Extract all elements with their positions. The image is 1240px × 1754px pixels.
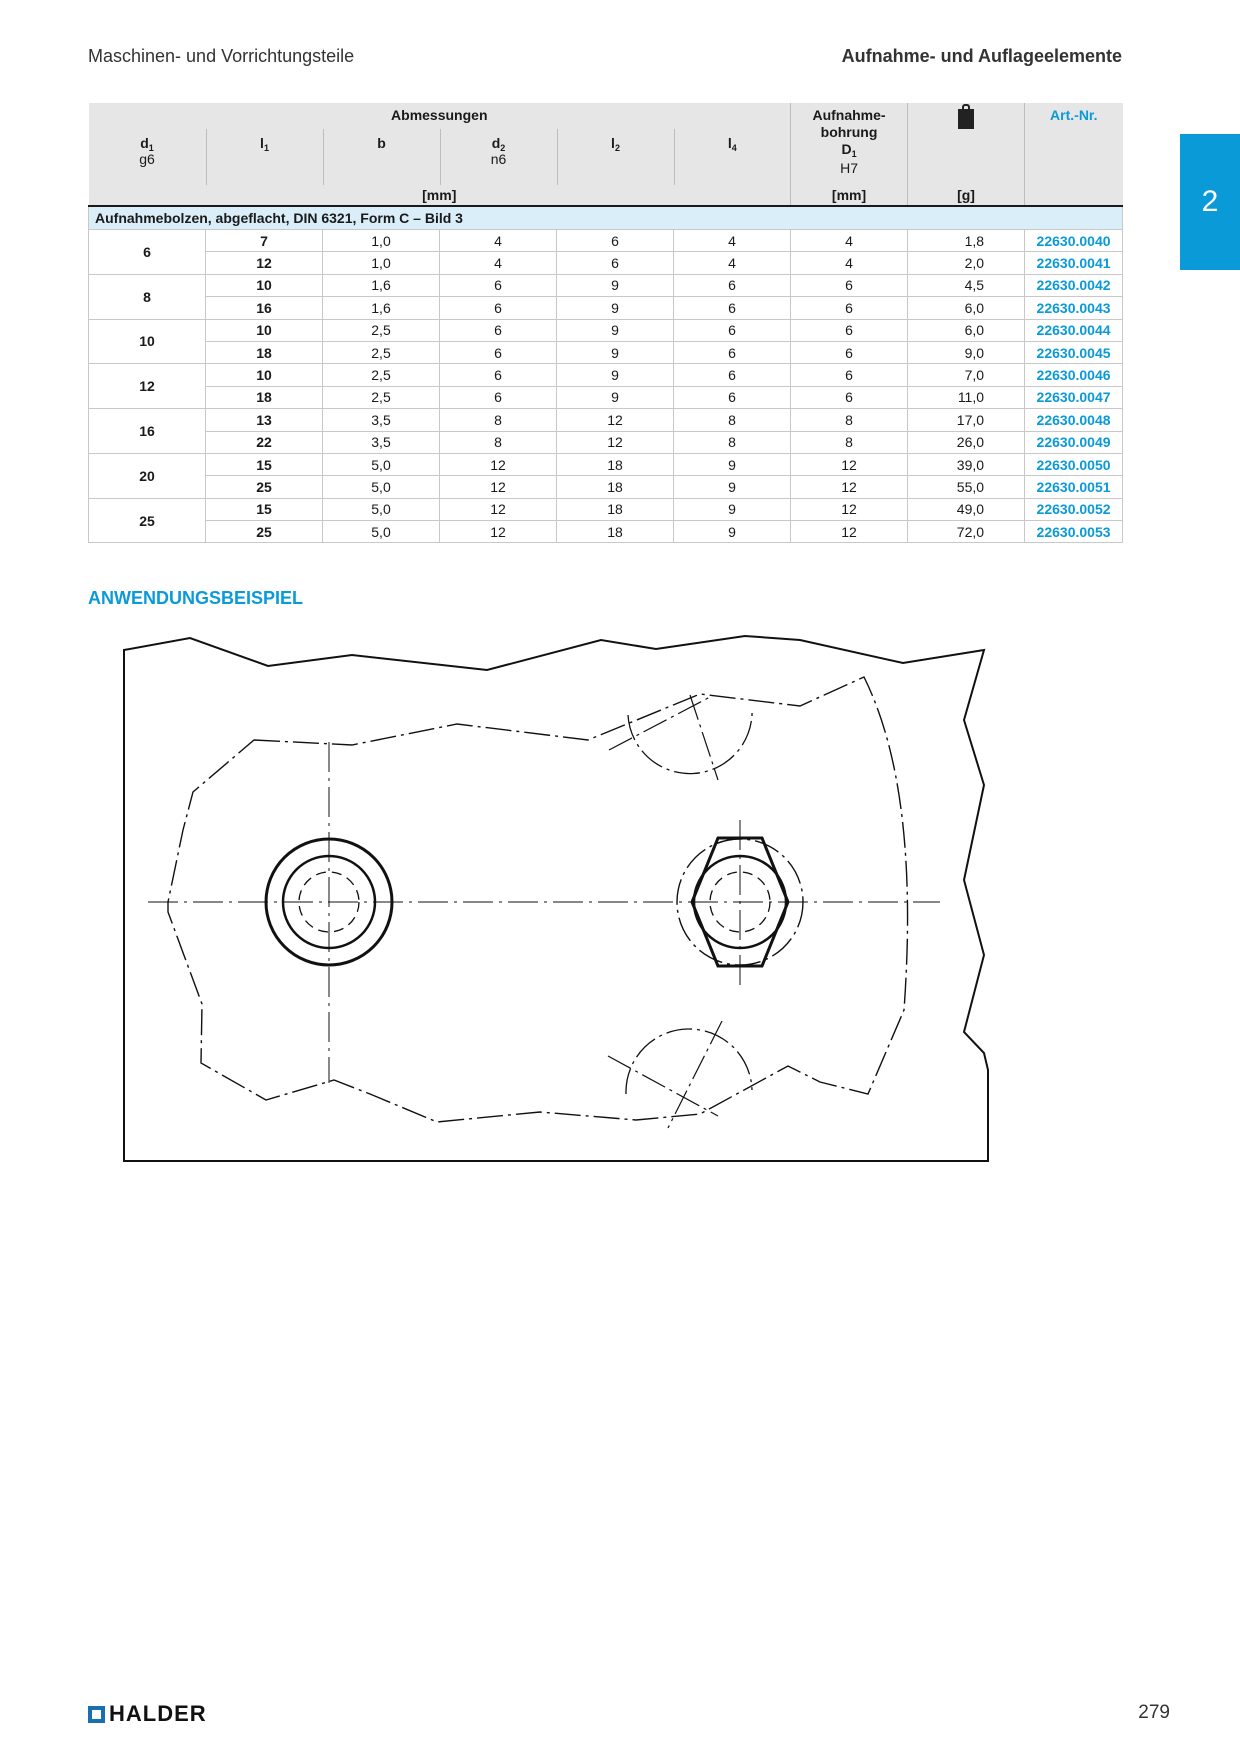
cell-l4: 6: [674, 386, 791, 408]
col-l2: $l_2$: [557, 129, 674, 185]
cell-l1: 10: [206, 364, 323, 386]
col-d2: $d_2$ n6: [440, 129, 557, 185]
table-row: [89, 274, 1123, 296]
cell-l4: 8: [674, 431, 791, 453]
cell-d1: 12: [791, 453, 908, 475]
chapter-tab[interactable]: 2: [1180, 134, 1240, 270]
cell-l4: 4: [674, 230, 791, 252]
bore-heading: Aufnahme- bohrung $D_1$ H7: [791, 103, 908, 185]
cell-d1: 12: [89, 364, 206, 409]
logo-text: HALDER: [109, 1701, 207, 1726]
cell-b: 2,5: [323, 364, 440, 386]
cell-d1: 12: [791, 476, 908, 498]
cell-l1: 7: [206, 230, 323, 252]
cell-g: 9,0: [908, 341, 1025, 363]
cell-art[interactable]: 22630.0047: [1025, 386, 1123, 408]
cell-l4: 4: [674, 252, 791, 274]
cell-l1: 10: [206, 319, 323, 341]
cell-d1: 8: [791, 431, 908, 453]
cell-b: 3,5: [323, 431, 440, 453]
bottom-clamp-line1: [608, 1056, 718, 1116]
col-d1: $d_1$ g6: [139, 135, 155, 167]
cell-l4: 8: [674, 409, 791, 431]
col-l4: $l_4$: [674, 129, 791, 185]
cell-d2: 6: [440, 297, 557, 319]
cell-g: 6,0: [908, 297, 1025, 319]
cell-l2: 9: [557, 274, 674, 296]
table-row: [89, 341, 1123, 363]
cell-art[interactable]: 22630.0044: [1025, 319, 1123, 341]
art-heading: Art.-Nr.: [1025, 103, 1123, 185]
cell-d1: 8: [89, 274, 206, 319]
bottom-clamp-line2: [668, 1021, 722, 1128]
top-clamp-line1: [609, 697, 710, 750]
cell-d1: 8: [791, 409, 908, 431]
cell-l1: 18: [206, 386, 323, 408]
cell-art[interactable]: 22630.0048: [1025, 409, 1123, 431]
fixture-outline: [168, 677, 908, 1122]
cell-l1: 16: [206, 297, 323, 319]
application-example-drawing: [110, 628, 1000, 1168]
cell-b: 1,6: [323, 297, 440, 319]
cell-l4: 6: [674, 274, 791, 296]
cell-d2: 4: [440, 230, 557, 252]
cell-d1: 6: [791, 319, 908, 341]
top-clamp-line2: [690, 695, 718, 780]
section-title: Aufnahmebolzen, abgeflacht, DIN 6321, Form C – Bild 3: [89, 206, 1123, 230]
cell-d2: 4: [440, 252, 557, 274]
cell-art[interactable]: 22630.0049: [1025, 431, 1123, 453]
cell-d1: 6: [791, 341, 908, 363]
cell-art[interactable]: 22630.0046: [1025, 364, 1123, 386]
cell-l4: 6: [674, 297, 791, 319]
cell-g: 17,0: [908, 409, 1025, 431]
cell-art[interactable]: 22630.0051: [1025, 476, 1123, 498]
table-row: [89, 409, 1123, 431]
cell-l2: 18: [557, 476, 674, 498]
table-row: [89, 431, 1123, 453]
cell-d2: 6: [440, 274, 557, 296]
cell-l4: 9: [674, 476, 791, 498]
table-row: [89, 319, 1123, 341]
cell-l4: 6: [674, 319, 791, 341]
cell-l2: 9: [557, 319, 674, 341]
cell-l4: 9: [674, 521, 791, 543]
cell-d1: 10: [89, 319, 206, 364]
cell-g: 11,0: [908, 386, 1025, 408]
table-row: [89, 364, 1123, 386]
cell-d2: 12: [440, 521, 557, 543]
cell-d1: 6: [791, 297, 908, 319]
cell-l1: 13: [206, 409, 323, 431]
cell-d1: 20: [89, 453, 206, 498]
cell-g: 6,0: [908, 319, 1025, 341]
cell-art[interactable]: 22630.0043: [1025, 297, 1123, 319]
cell-g: 55,0: [908, 476, 1025, 498]
cell-g: 49,0: [908, 498, 1025, 520]
cell-l4: 6: [674, 364, 791, 386]
table-row: [89, 297, 1123, 319]
header-category: Maschinen- und Vorrichtungsteile: [88, 46, 355, 66]
top-clamp-arc: [628, 708, 752, 774]
cell-l2: 6: [557, 230, 674, 252]
cell-l2: 6: [557, 252, 674, 274]
cell-d2: 6: [440, 341, 557, 363]
table-row: [89, 476, 1123, 498]
cell-d2: 6: [440, 364, 557, 386]
header-section-title: Aufnahme- und Auflageelemente: [841, 46, 1122, 66]
cell-g: 1,8: [908, 230, 1025, 252]
cell-b: 5,0: [323, 453, 440, 475]
col-l1: $l_1$: [206, 129, 323, 185]
cell-l2: 9: [557, 297, 674, 319]
cell-l2: 9: [557, 386, 674, 408]
cell-l1: 15: [206, 453, 323, 475]
table-row: [89, 498, 1123, 520]
cell-g: 7,0: [908, 364, 1025, 386]
cell-art[interactable]: 22630.0040: [1025, 230, 1123, 252]
cell-d1: 12: [791, 498, 908, 520]
halder-logo: [88, 1701, 207, 1727]
cell-art[interactable]: 22630.0042: [1025, 274, 1123, 296]
cell-l2: 9: [557, 364, 674, 386]
workpiece-outline: [124, 636, 988, 1161]
spec-table: [88, 103, 1123, 543]
unit-mm: [mm]: [89, 185, 791, 206]
cell-b: 2,5: [323, 319, 440, 341]
cell-l4: 9: [674, 498, 791, 520]
cell-l2: 12: [557, 409, 674, 431]
cell-d2: 6: [440, 386, 557, 408]
cell-l1: 12: [206, 252, 323, 274]
col-b: b: [323, 129, 440, 185]
cell-d1: 25: [89, 498, 206, 543]
cell-d1: 4: [791, 230, 908, 252]
cell-l1: 18: [206, 341, 323, 363]
cell-d2: 12: [440, 476, 557, 498]
cell-l2: 18: [557, 498, 674, 520]
cell-b: 3,5: [323, 409, 440, 431]
cell-l4: 9: [674, 453, 791, 475]
cell-art[interactable]: 22630.0045: [1025, 341, 1123, 363]
cell-d1: 6: [791, 274, 908, 296]
weight-heading: [908, 103, 1025, 185]
cell-art[interactable]: 22630.0052: [1025, 498, 1123, 520]
cell-l2: 18: [557, 453, 674, 475]
cell-d2: 12: [440, 453, 557, 475]
cell-b: 2,5: [323, 341, 440, 363]
cell-g: 72,0: [908, 521, 1025, 543]
cell-b: 1,0: [323, 252, 440, 274]
cell-d2: 8: [440, 409, 557, 431]
cell-l4: 6: [674, 341, 791, 363]
cell-l2: 9: [557, 341, 674, 363]
cell-b: 1,6: [323, 274, 440, 296]
cell-d1: 16: [89, 409, 206, 454]
cell-b: 2,5: [323, 386, 440, 408]
logo-mark-icon: [88, 1706, 105, 1723]
cell-g: 39,0: [908, 453, 1025, 475]
cell-l1: 22: [206, 431, 323, 453]
cell-b: 5,0: [323, 521, 440, 543]
page-number: 279: [1138, 1702, 1170, 1723]
table-row: [89, 453, 1123, 475]
cell-l2: 12: [557, 431, 674, 453]
cell-d2: 8: [440, 431, 557, 453]
unit-g: [g]: [908, 185, 1025, 206]
table-row: [89, 521, 1123, 543]
cell-b: 5,0: [323, 498, 440, 520]
cell-l2: 18: [557, 521, 674, 543]
cell-d2: 6: [440, 319, 557, 341]
cell-art[interactable]: 22630.0050: [1025, 453, 1123, 475]
cell-art[interactable]: 22630.0053: [1025, 521, 1123, 543]
cell-d2: 12: [440, 498, 557, 520]
cell-g: 26,0: [908, 431, 1025, 453]
table-row: [89, 252, 1123, 274]
table-row: [89, 386, 1123, 408]
table-row: [89, 230, 1123, 252]
cell-l1: 10: [206, 274, 323, 296]
cell-b: 1,0: [323, 230, 440, 252]
cell-d1: 12: [791, 521, 908, 543]
cell-d1: 6: [791, 386, 908, 408]
weight-icon: [958, 109, 974, 129]
cell-b: 5,0: [323, 476, 440, 498]
group-heading: Abmessungen: [89, 103, 791, 129]
cell-l1: 25: [206, 521, 323, 543]
cell-g: 2,0: [908, 252, 1025, 274]
unit-mm-bore: [mm]: [791, 185, 908, 206]
cell-g: 4,5: [908, 274, 1025, 296]
cell-d1: 6: [791, 364, 908, 386]
bottom-clamp-arc: [626, 1029, 752, 1094]
cell-art[interactable]: 22630.0041: [1025, 252, 1123, 274]
cell-l1: 15: [206, 498, 323, 520]
cell-d1: 6: [89, 230, 206, 275]
cell-d1: 4: [791, 252, 908, 274]
cell-l1: 25: [206, 476, 323, 498]
example-title: ANWENDUNGSBEISPIEL: [88, 588, 304, 608]
